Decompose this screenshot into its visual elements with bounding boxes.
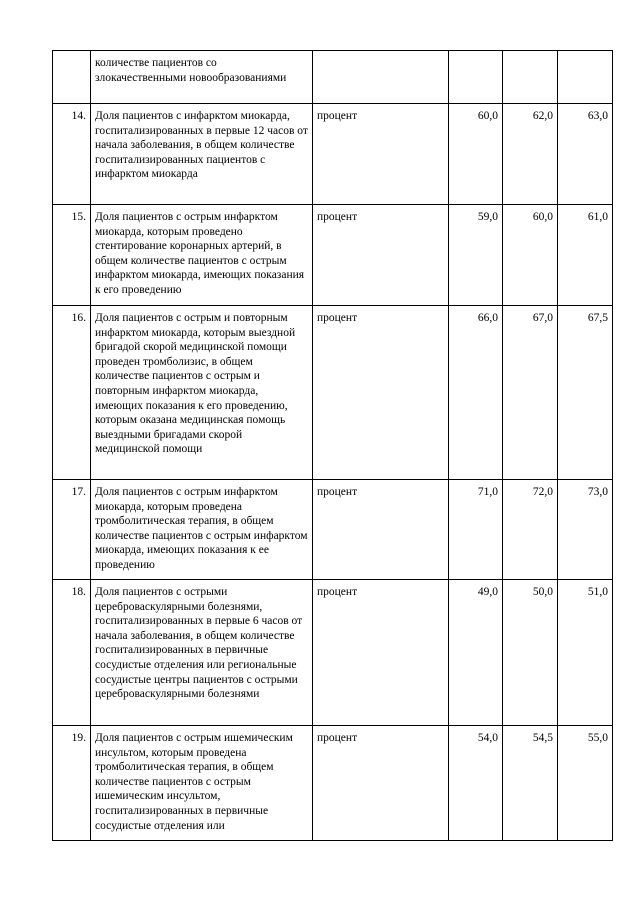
value-year-1: 71,0 xyxy=(449,480,503,580)
row-number xyxy=(53,51,91,104)
value-year-3 xyxy=(558,51,613,104)
indicators-table xyxy=(52,50,613,841)
indicator-description: Доля пациентов с острыми цереброваскулярными болезнями, госпитализированных в первые 6 часов от начала заболевания, в общем количестве госпитализированных в первичные сосудистые отделения или региональные сосудистые центры пациентов с острыми цереброваскулярными болезнями xyxy=(91,580,313,726)
value-year-2: 60,0 xyxy=(503,205,558,306)
unit-cell: процент xyxy=(313,205,449,306)
row-number: 17. xyxy=(53,480,91,580)
row-number: 19. xyxy=(53,726,91,841)
value-year-3: 63,0 xyxy=(558,104,613,205)
unit-cell: процент xyxy=(313,104,449,205)
table-row xyxy=(53,104,613,205)
table-row xyxy=(53,726,613,841)
unit-cell: процент xyxy=(313,580,449,726)
value-year-2: 67,0 xyxy=(503,306,558,480)
unit-cell: процент xyxy=(313,726,449,841)
unit-cell: процент xyxy=(313,306,449,480)
table-row xyxy=(53,480,613,580)
value-year-1 xyxy=(449,51,503,104)
indicator-description: Доля пациентов с инфарктом миокарда, госпитализированных в первые 12 часов от начала заболевания, в общем количестве госпитализированных пациентов с инфарктом миокарда xyxy=(91,104,313,205)
value-year-1: 59,0 xyxy=(449,205,503,306)
value-year-1: 66,0 xyxy=(449,306,503,480)
row-number: 14. xyxy=(53,104,91,205)
value-year-3: 67,5 xyxy=(558,306,613,480)
indicator-description: количестве пациентов со злокачественными новообразованиями xyxy=(91,51,313,104)
row-number: 15. xyxy=(53,205,91,306)
value-year-3: 55,0 xyxy=(558,726,613,841)
row-number: 16. xyxy=(53,306,91,480)
indicator-description: Доля пациентов с острым и повторным инфарктом миокарда, которым выездной бригадой скорой медицинской помощи проведен тромболизис, в общем количестве пациентов с острым и повторным инфарктом миокарда, имеющих показания к его проведению, которым оказана медицинская помощь выездными бригадами скорой медицинской помощи xyxy=(91,306,313,480)
table-row xyxy=(53,51,613,104)
value-year-1: 54,0 xyxy=(449,726,503,841)
indicator-description: Доля пациентов с острым инфарктом миокарда, которым проведена тромболитическая терапия, в общем количестве пациентов с острым инфарктом миокарда, имеющих показания к ее проведению xyxy=(91,480,313,580)
indicator-description: Доля пациентов с острым инфарктом миокарда, которым проведено стентирование коронарных артерий, в общем количестве пациентов с острым инфарктом миокарда, имеющих показания к его проведению xyxy=(91,205,313,306)
value-year-1: 49,0 xyxy=(449,580,503,726)
value-year-3: 51,0 xyxy=(558,580,613,726)
value-year-3: 73,0 xyxy=(558,480,613,580)
table-row xyxy=(53,580,613,726)
row-number: 18. xyxy=(53,580,91,726)
value-year-2: 54,5 xyxy=(503,726,558,841)
table-row xyxy=(53,205,613,306)
unit-cell: процент xyxy=(313,480,449,580)
unit-cell xyxy=(313,51,449,104)
value-year-2: 62,0 xyxy=(503,104,558,205)
indicator-description: Доля пациентов с острым ишемическим инсультом, которым проведена тромболитическая терапия, в общем количестве пациентов с острым ишемическим инсультом, госпитализированных в первичные сосудистые отделения или xyxy=(91,726,313,841)
value-year-2: 50,0 xyxy=(503,580,558,726)
value-year-2: 72,0 xyxy=(503,480,558,580)
value-year-2 xyxy=(503,51,558,104)
value-year-1: 60,0 xyxy=(449,104,503,205)
table-row xyxy=(53,306,613,480)
value-year-3: 61,0 xyxy=(558,205,613,306)
